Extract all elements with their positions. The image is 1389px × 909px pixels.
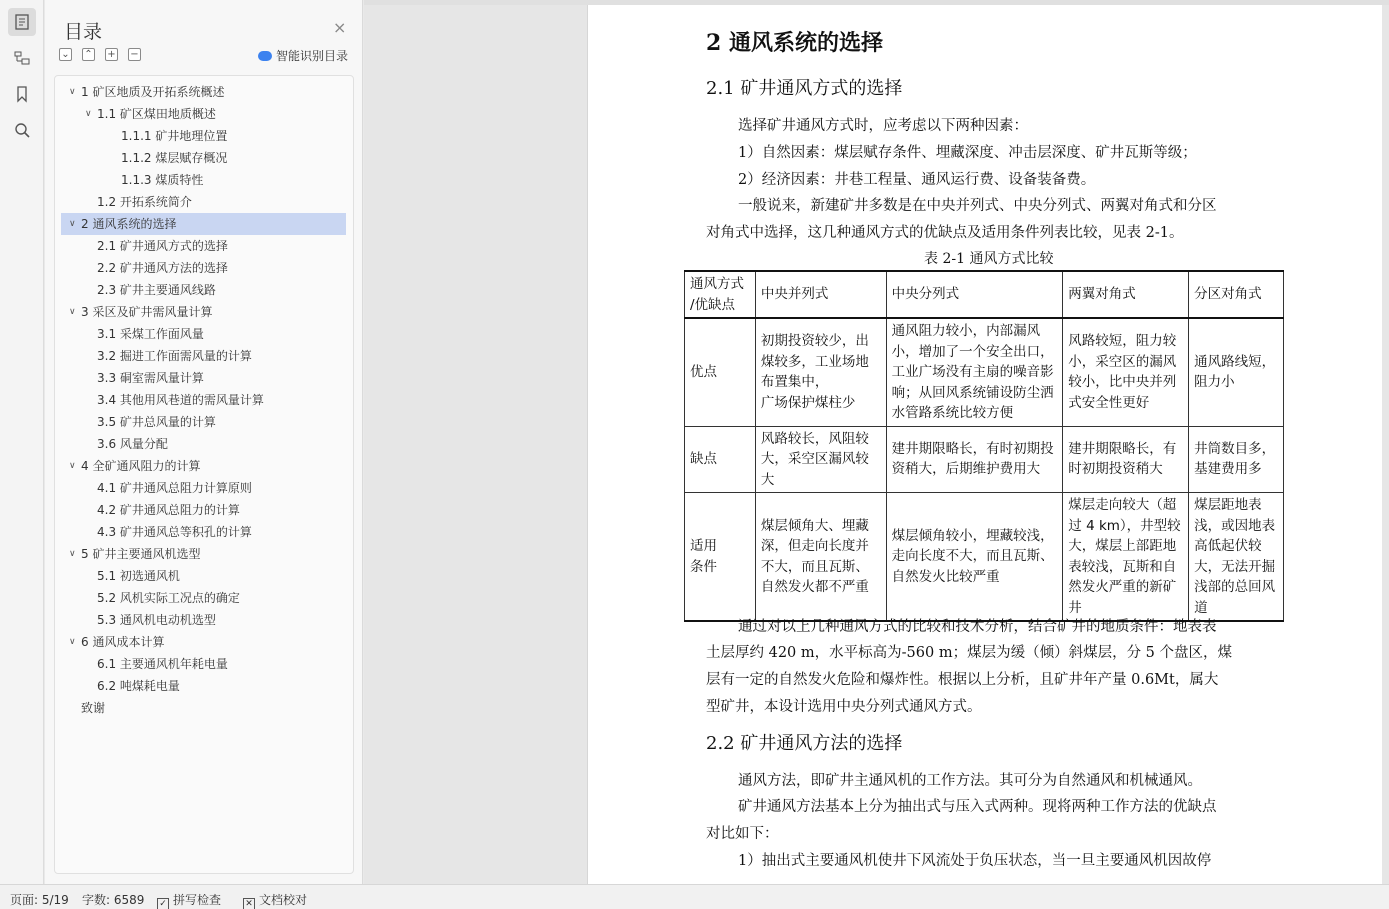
toc-item[interactable] [61, 213, 346, 235]
paragraph: 层有一定的自然发火危险和爆炸性。根据以上分析，且矿井年产量 0.6Mt，属大 [706, 672, 1219, 688]
table-cell: 适用 条件 [685, 493, 756, 622]
table-caption: 表 2-1 通风方式比较 [924, 251, 1054, 267]
toc-item-label: 6.1 主要通风机年耗电量 [97, 657, 228, 671]
table-cell: 两翼对角式 [1063, 271, 1189, 318]
toc-item[interactable] [61, 631, 346, 653]
paragraph: 对角式中选择，这几种通风方式的优缺点及适用条件列表比较，见表 2-1。 [706, 225, 1184, 241]
paragraph: 对比如下： [706, 826, 779, 842]
toc-item-label: 5.2 风机实际工况点的确定 [97, 591, 240, 605]
chevron-down-icon[interactable]: ∨ [69, 549, 76, 559]
toc-item[interactable] [61, 499, 346, 521]
table-cell: 中央并列式 [755, 271, 886, 318]
table-cell: 煤层距地表浅，或因地表高低起伏较大，无法开掘浅部的总回风道 [1189, 493, 1284, 622]
heading-2-1: 2.1 矿井通风方式的选择 [706, 78, 903, 99]
toc-item[interactable] [61, 103, 346, 125]
chevron-down-icon[interactable]: ∨ [69, 637, 76, 647]
remove-heading-icon[interactable]: − [128, 48, 141, 61]
toc-item[interactable] [61, 323, 346, 345]
toc-item[interactable] [61, 257, 346, 279]
paragraph: 1）自然因素：煤层赋存条件、埋藏深度、冲击层深度、矿井瓦斯等级； [738, 145, 1197, 161]
paragraph: 2）经济因素：井巷工程量、通风运行费、设备装备费。 [738, 172, 1096, 188]
toc-item[interactable] [61, 191, 346, 213]
search-icon[interactable] [8, 116, 36, 144]
toc-item-label: 2.3 矿井主要通风线路 [97, 283, 216, 297]
table-cell: 优点 [685, 318, 756, 426]
toc-item-label: 4 全矿通风阻力的计算 [81, 459, 201, 473]
table-cell: 煤层倾角较小，埋藏较浅，走向长度不大，而且瓦斯、自然发火比较严重 [886, 493, 1063, 622]
paragraph: 通过对以上几种通风方式的比较和技术分析，结合矿井的地质条件：地表表 [738, 619, 1217, 635]
toc-item[interactable] [61, 433, 346, 455]
toc-item[interactable] [61, 125, 346, 147]
toc-list [54, 75, 354, 874]
toc-item-label: 6.2 吨煤耗电量 [97, 679, 180, 693]
ai-icon [258, 51, 272, 61]
bookmark-icon[interactable] [8, 80, 36, 108]
toc-item-label: 3.3 硐室需风量计算 [97, 371, 204, 385]
navigation-tree-icon[interactable] [8, 44, 36, 72]
paragraph: 型矿井，本设计选用中央分列式通风方式。 [706, 699, 982, 715]
table-cell: 建井期限略长，有时初期投资稍大 [1063, 426, 1189, 493]
toc-item[interactable] [61, 653, 346, 675]
table-cell: 煤层倾角大、埋藏深，但走向长度并不大，而且瓦斯、自然发火都不严重 [755, 493, 886, 622]
toc-item-label: 1.1 矿区煤田地质概述 [97, 107, 216, 121]
toc-toolbar [59, 48, 141, 61]
toc-title: 目录 [64, 21, 103, 43]
table-cell: 初期投资较少，出煤较多，工业场地布置集中， 广场保护煤柱少 [755, 318, 886, 426]
toc-item-label: 4.1 矿井通风总阻力计算原则 [97, 481, 252, 495]
expand-all-icon[interactable]: ⌃ [82, 48, 95, 61]
table-row [685, 426, 1284, 493]
table-cell: 风路较长，风阻较大，采空区漏风较大 [755, 426, 886, 493]
toc-item-label: 1 矿区地质及开拓系统概述 [81, 85, 225, 99]
close-icon[interactable]: × [333, 18, 347, 37]
add-heading-icon[interactable]: + [105, 48, 118, 61]
table-cell: 建井期限略长，有时初期投资稍大，后期维护费用大 [886, 426, 1063, 493]
toc-item-label: 3 采区及矿井需风量计算 [81, 305, 213, 319]
toc-item-label: 3.5 矿井总风量的计算 [97, 415, 216, 429]
toc-item[interactable] [61, 675, 346, 697]
proofread-icon: ✕ [243, 898, 255, 909]
toc-item[interactable] [61, 587, 346, 609]
table-cell: 井筒数目多，基建费用多 [1189, 426, 1284, 493]
toc-item[interactable] [61, 81, 346, 103]
toc-item-label: 3.1 采煤工作面风量 [97, 327, 204, 341]
toc-item[interactable] [61, 301, 346, 323]
chevron-down-icon[interactable]: ∨ [69, 87, 76, 97]
table-row [685, 493, 1284, 622]
toc-item-label: 4.2 矿井通风总阻力的计算 [97, 503, 240, 517]
paragraph: 1）抽出式主要通风机使井下风流处于负压状态，当一旦主要通风机因故停 [738, 853, 1212, 869]
spell-check-label: 拼写检查 [173, 893, 222, 907]
toc-item-label: 1.1.2 煤层赋存概况 [121, 151, 228, 165]
toc-item[interactable] [61, 367, 346, 389]
table-cell: 风路较短，阻力较小，采空区的漏风较小，比中央并列式安全性更好 [1063, 318, 1189, 426]
collapse-all-icon[interactable]: ⌄ [59, 48, 72, 61]
toc-item-label: 3.4 其他用风巷道的需风量计算 [97, 393, 264, 407]
paragraph: 通风方法，即矿井主通风机的工作方法。其可分为自然通风和机械通风。 [738, 773, 1202, 789]
toc-item-label: 致谢 [81, 701, 106, 715]
toc-item[interactable] [61, 697, 346, 719]
proofread-label: 文档校对 [259, 893, 308, 907]
toc-item-label: 2.2 矿井通风方法的选择 [97, 261, 228, 275]
toc-item-label: 2.1 矿井通风方式的选择 [97, 239, 228, 253]
toc-item[interactable] [61, 235, 346, 257]
toc-item-label: 5 矿井主要通风机选型 [81, 547, 201, 561]
toc-item[interactable] [61, 609, 346, 631]
smart-toc-button[interactable] [258, 47, 348, 64]
table-header-row [685, 271, 1284, 318]
toc-item[interactable] [61, 389, 346, 411]
toc-item[interactable] [61, 521, 346, 543]
table-cell: 中央分列式 [886, 271, 1063, 318]
toc-panel [45, 0, 363, 884]
spell-check-button[interactable] [157, 891, 221, 909]
paragraph: 矿井通风方法基本上分为抽出式与压入式两种。现将两种工作方法的优缺点 [738, 799, 1217, 815]
status-bar [0, 884, 1389, 909]
icon-rail [0, 0, 44, 884]
toc-item-label: 3.6 风量分配 [97, 437, 168, 451]
table-cell: 通风路线短，阻力小 [1189, 318, 1284, 426]
toc-item-label: 3.2 掘进工作面需风量的计算 [97, 349, 252, 363]
chevron-down-icon[interactable]: ∨ [69, 219, 76, 229]
comparison-table [684, 270, 1284, 622]
smart-toc-label: 智能识别目录 [276, 49, 349, 63]
toc-item[interactable] [61, 147, 346, 169]
page-indicator[interactable]: 页面: 5/19 [10, 893, 69, 907]
toc-item[interactable] [61, 477, 346, 499]
heading-2-2: 2.2 矿井通风方法的选择 [706, 733, 903, 754]
toc-item[interactable] [61, 565, 346, 587]
paragraph: 土层厚约 420 m，水平标高为-560 m；煤层为缓（倾）斜煤层，分 5 个盘区，煤 [706, 645, 1233, 661]
table-row [685, 318, 1284, 426]
toc-item-label: 5.1 初选通风机 [97, 569, 180, 583]
toc-item-label: 4.3 矿井通风总等积孔的计算 [97, 525, 252, 539]
check-icon: ✓ [157, 898, 169, 909]
toc-item[interactable] [61, 455, 346, 477]
toc-item-label: 1.1.1 矿井地理位置 [121, 129, 228, 143]
toc-item-label: 2 通风系统的选择 [81, 217, 177, 231]
table-cell: 通风方式 /优缺点 [685, 271, 756, 318]
table-cell: 缺点 [685, 426, 756, 493]
proofread-button[interactable] [243, 891, 307, 909]
chevron-down-icon[interactable]: ∨ [85, 109, 92, 119]
chevron-down-icon[interactable]: ∨ [69, 461, 76, 471]
heading-chapter-2: 2 通风系统的选择 [706, 30, 883, 56]
toc-item[interactable] [61, 169, 346, 191]
chevron-down-icon[interactable]: ∨ [69, 307, 76, 317]
toc-item-label: 1.2 开拓系统简介 [97, 195, 192, 209]
toc-item-label: 1.1.3 煤质特性 [121, 173, 204, 187]
toc-item[interactable] [61, 279, 346, 301]
paragraph: 选择矿井通风方式时，应考虑以下两种因素： [738, 118, 1028, 134]
toc-item-label: 6 通风成本计算 [81, 635, 165, 649]
document-outline-icon[interactable] [8, 8, 36, 36]
toc-item-label: 5.3 通风机电动机选型 [97, 613, 216, 627]
toc-item[interactable] [61, 543, 346, 565]
table-cell: 煤层走向较大（超过 4 km），井型较大，煤层上部距地表较浅，瓦斯和自然发火严重的新矿井 [1063, 493, 1189, 622]
toc-item[interactable] [61, 345, 346, 367]
table-cell: 分区对角式 [1189, 271, 1284, 318]
table-cell: 通风阻力较小，内部漏风小，增加了一个安全出口，工业广场没有主扇的噪音影响；从回风系统铺设防尘洒水管路系统比较方便 [886, 318, 1063, 426]
toc-item[interactable] [61, 411, 346, 433]
paragraph: 一般说来，新建矿井多数是在中央并列式、中央分列式、两翼对角式和分区 [738, 198, 1217, 214]
word-count[interactable]: 字数: 6589 [82, 893, 145, 907]
